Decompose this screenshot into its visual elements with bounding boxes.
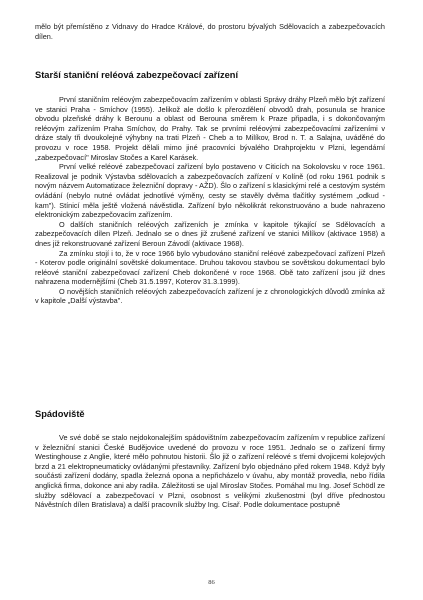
section2-body (35, 433, 385, 510)
paragraph: Za zmínku stojí i to, že v roce 1966 bylo vybudováno staniční reléové zabezpečovací zařízení Plzeň - Koterov podle originální sovětské dokumentace. Druhou takovou stavbou se sovětskou dokumentací bylo reléové staniční zabezpečovací zařízení Cheb dokončené v roce 1968. Obě tato zařízení jsou již dnes nahrazena modernějšími (Cheb 31.5.1997, Koterov 31.3.1999). (35, 248, 385, 287)
intro-block (35, 22, 385, 41)
paragraph: O dalších staničních reléových zařízeních je zmínka v kapitole týkající se Sdělovacích a zabezpečovacích dílen Plzeň. Jednalo se o dnes již zrušené zařízení ve stanici Milíkov (aktivace 1958) a dnes již rekonstruované zařízení Beroun Závodí (aktivace 1968). (35, 219, 385, 248)
intro-paragraph: mělo být přemístěno z Vidnavy do Hradce Králové, do prostoru bývalých Sdělovacích a zabezpečovacích dílen. (35, 22, 385, 41)
paragraph: První staničním reléovým zabezpečovacím zařízením v oblasti Správy dráhy Plzeň mělo být zařízení ve stanici Praha - Smíchov (1955). Jelikož ale došlo k přerozdělení obvodů drah, posunula se hranice obvodu plzeňské dráhy k Berounu a oblast od Berouna směrem k Praze připadla, i s dokončovaným reléovým zařízením Praha Smíchov, do Prahy. Tak se prvními reléovými zabezpečovacími zařízeními v dráze staly tři dvoukolejné výhybny na trati Plzeň - Cheb a to Milíkov, Brod n. T. a Salajna, uváděné do provozu v roce 1958. Projekt dělali mimo jiné pracovníci bývalého Drahprojektu v Plzni, legendární „zabezpečovací" Miroslav Stočes a Karel Karásek. (35, 95, 385, 162)
section1-body (35, 95, 385, 306)
section-heading-hump-yard: Spádoviště (35, 409, 85, 419)
section-heading-relay-interlocking: Starší staniční reléová zabezpečovací zařízení (35, 70, 239, 80)
page-number: 86 (208, 579, 215, 586)
paragraph: První velké reléové zabezpečovací zařízení bylo postaveno v Citicích na Sokolovsku v roce 1961. Realizoval je podnik Výstavba sdělovacích a zabezpečovacích zařízení v Kolíně (od roku 1961 podnik s novým názvem Automatizace železniční dopravy - AŽD). Šlo o zařízení s klasickými relé a cestovým systém ovládání (nebylo nutné ovládat jednotlivé výměny, cesty se stavěly dvěma tlačítky systémem „odkud - kam"). Stínicí měla ještě vložená návěstidla. Zařízení bylo několikrát rekonstruováno a bude nahrazeno elektronickým zabezpečovacím zařízením. (35, 162, 385, 220)
paragraph: Ve své době se stalo nejdokonalejším spádovištním zabezpečovacím zařízením v republice zařízení v železniční stanici České Budějovice uvedené do provozu v roce 1951. Jednalo se o zařízení firmy Westinghouse z Anglie, které mělo pohnutou historii. Šlo již o zařízení reléové s třemi dvojicemi kolejových brzd a 21 elektropneumaticky ovládanými přestavníky. Zařízení bylo objednáno před rokem 1948. Když byly součásti zařízení dodány, spadla železná opona a nepřicházelo v úvahu, aby montáž provedla, nebo řídila anglická firma, dokonce ani aby radila. Záležitosti se ujal Miroslav Stočes. Pomáhal mu Ing. Josef Schödl ze služby sdělovací a zabezpečovací v Plzni, osobnost s velikými zkušenostmi (byl dříve přednostou Návěstních dílen Bratislava) a další pracovník služby Ing. Císař. Podle dokumentace postupně (35, 433, 385, 510)
paragraph: O novějších staničních reléových zabezpečovacích zařízení je z chronologických důvodů zmínka až v kapitole „Další výstavba". (35, 286, 385, 306)
